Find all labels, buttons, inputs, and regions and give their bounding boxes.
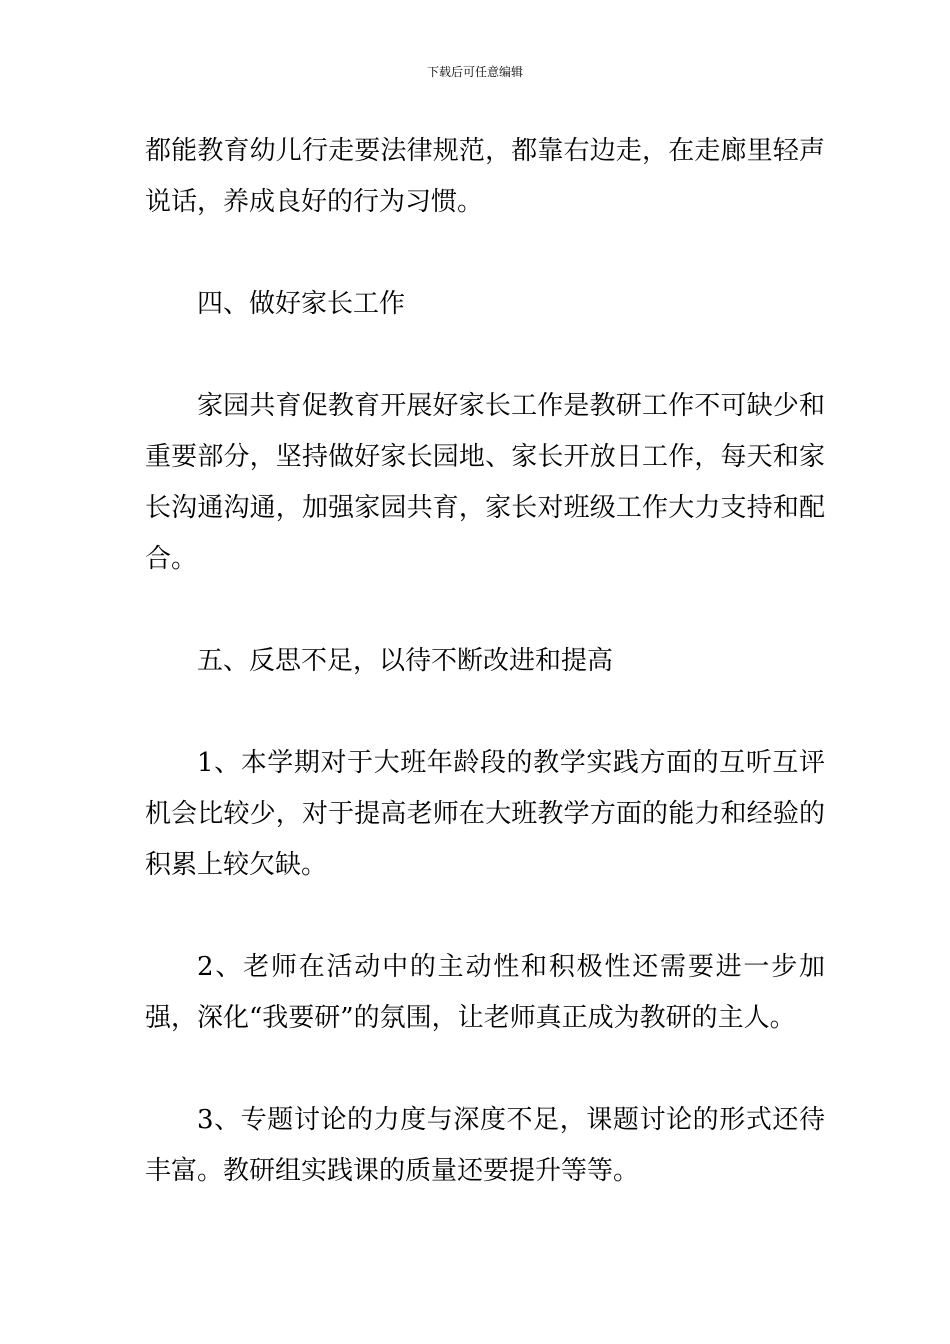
document-body (145, 126, 825, 1197)
section-heading-4: 四、做好家长工作 (197, 289, 406, 319)
list-item-2: 2、老师在活动中的主动性和积极性还需要进一步加强，深化“我要研”的氛围，让老师真正成为教研的主人。 (145, 952, 825, 1033)
page-header: 下载后可任意编辑 (426, 65, 523, 79)
section-heading-5: 五、反思不足，以待不断改进和提高 (197, 646, 614, 676)
paragraph-continuation: 都能教育幼儿行走要法律规范，都靠右边走，在走廊里轻声说话，养成良好的行为习惯。 (145, 136, 825, 217)
paragraph-parent-work: 家园共育促教育开展好家长工作是教研工作不可缺少和重要部分，坚持做好家长园地、家长开放日工作，每天和家长沟通沟通，加强家园共育，家长对班级工作大力支持和配合。 (145, 391, 825, 574)
list-item-3: 3、专题讨论的力度与深度不足，课题讨论的形式还待丰富。教研组实践课的质量还要提升等等。 (145, 1105, 825, 1186)
list-item-1: 1、本学期对于大班年龄段的教学实践方面的互听互评机会比较少，对于提高老师在大班教学方面的能力和经验的积累上较欠缺。 (145, 748, 825, 880)
